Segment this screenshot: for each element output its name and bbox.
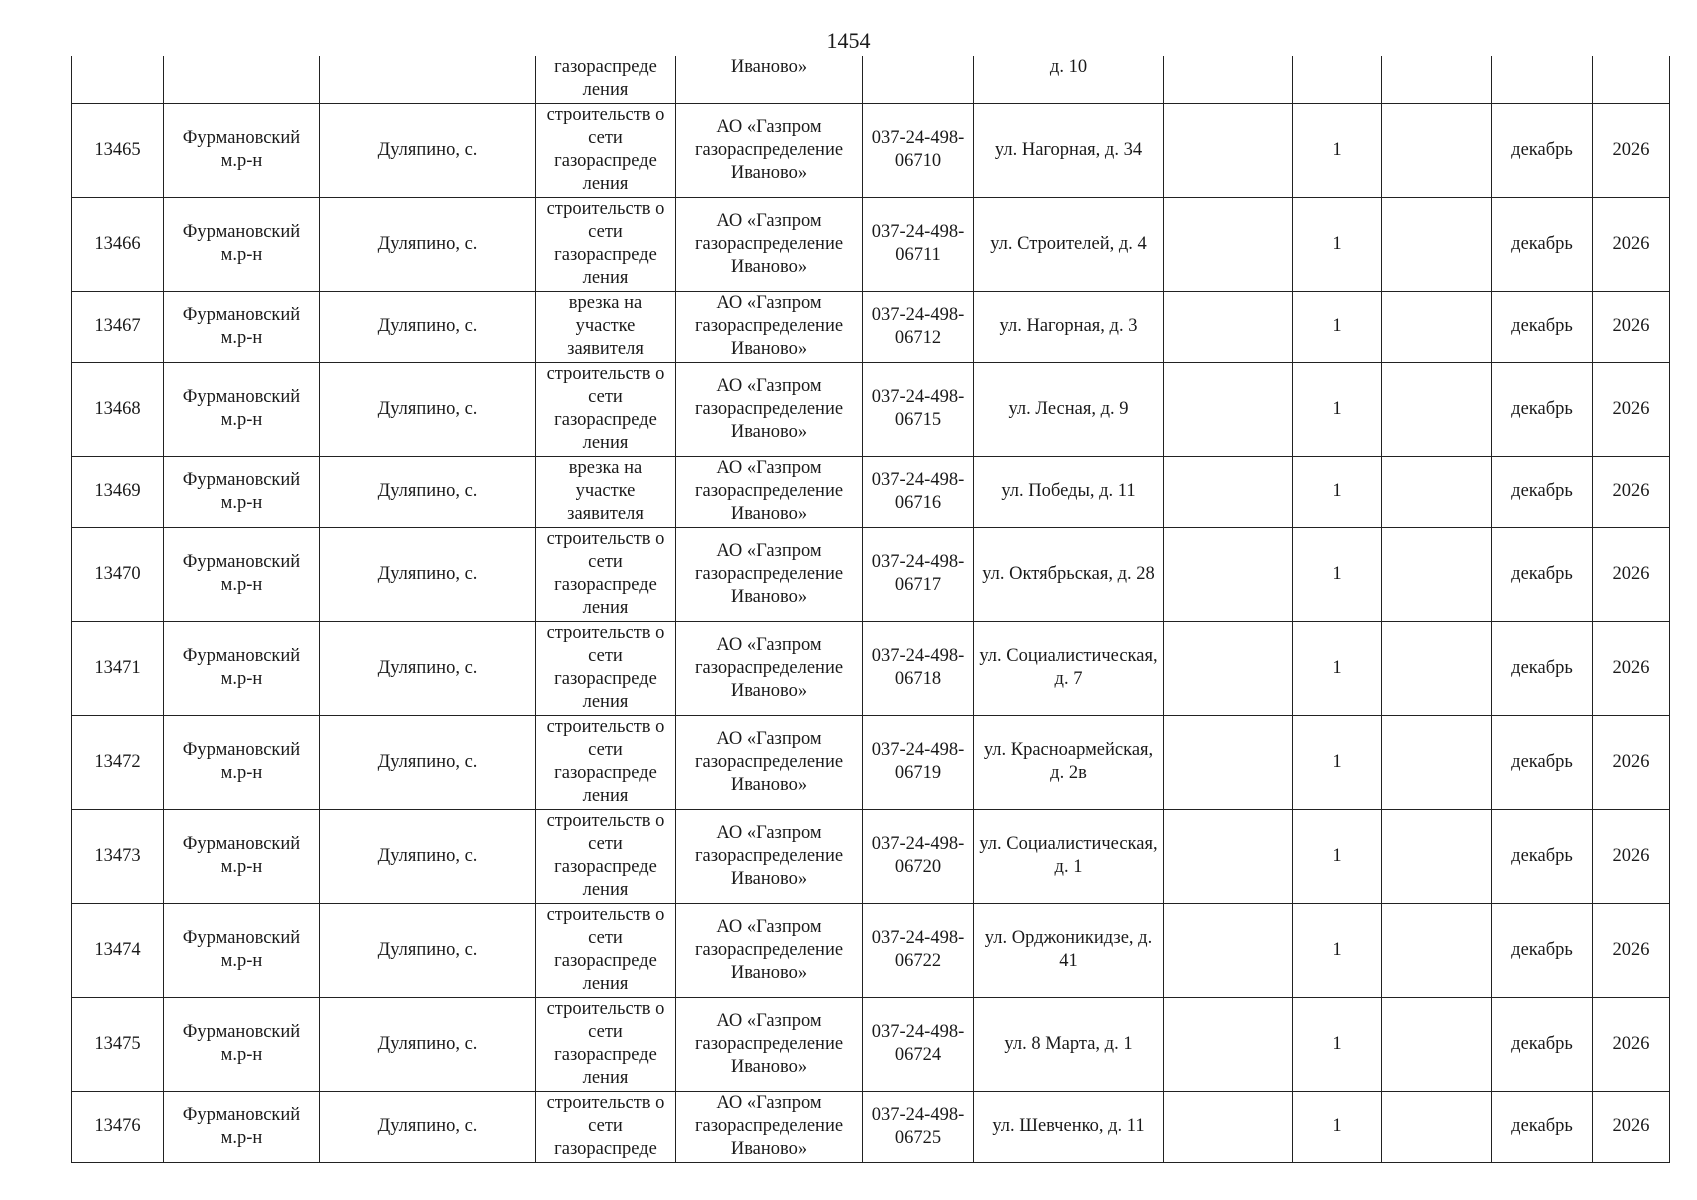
cell-num: 13469	[72, 456, 164, 527]
cell-code: 037-24-498-06720	[863, 809, 974, 903]
cell-code: 037-24-498-06715	[863, 362, 974, 456]
cell-locality: Дуляпино, с.	[320, 362, 536, 456]
cell-empty-1	[1164, 715, 1293, 809]
cell-address: ул. Октябрьская, д. 28	[974, 527, 1164, 621]
cell-year: 2026	[1593, 809, 1670, 903]
table-row	[72, 291, 1670, 362]
cell-address: ул. Шевченко, д. 11	[974, 1091, 1164, 1162]
cell-org: АО «Газпром газораспределение Иваново»	[676, 809, 863, 903]
table-body	[72, 56, 1670, 1162]
cell-district: Фурмановский м.р-н	[164, 1091, 320, 1162]
cell-year: 2026	[1593, 197, 1670, 291]
cell-empty-2	[1382, 456, 1492, 527]
table-row	[72, 1091, 1670, 1162]
cell-empty-2	[1382, 291, 1492, 362]
cell-year: 2026	[1593, 903, 1670, 997]
table-row	[72, 715, 1670, 809]
cell-code: 037-24-498-06711	[863, 197, 974, 291]
cell-district: Фурмановский м.р-н	[164, 362, 320, 456]
cell-empty-2	[1382, 56, 1492, 103]
cell-year	[1593, 56, 1670, 103]
cell-work: строительств о сети газораспреде ления	[536, 621, 676, 715]
cell-locality: Дуляпино, с.	[320, 1091, 536, 1162]
cell-org	[676, 56, 863, 103]
cell-year: 2026	[1593, 103, 1670, 197]
cell-empty-1	[1164, 197, 1293, 291]
cell-empty-2	[1382, 903, 1492, 997]
cell-empty-1	[1164, 527, 1293, 621]
cell-work: врезка на участке заявителя	[536, 291, 676, 362]
cell-count	[1293, 56, 1382, 103]
cell-district: Фурмановский м.р-н	[164, 715, 320, 809]
cell-locality: Дуляпино, с.	[320, 715, 536, 809]
cell-empty-1	[1164, 103, 1293, 197]
cell-address: ул. Строителей, д. 4	[974, 197, 1164, 291]
table-row	[72, 197, 1670, 291]
cell-count: 1	[1293, 362, 1382, 456]
cell-empty-1	[1164, 56, 1293, 103]
cell-num: 13472	[72, 715, 164, 809]
cell-num: 13473	[72, 809, 164, 903]
cell-work: строительств о сети газораспреде ления	[536, 715, 676, 809]
cell-count: 1	[1293, 103, 1382, 197]
cell-num: 13468	[72, 362, 164, 456]
cell-work: строительств о сети газораспреде ления	[536, 903, 676, 997]
cell-district: Фурмановский м.р-н	[164, 456, 320, 527]
cell-empty-2	[1382, 621, 1492, 715]
cell-code: 037-24-498-06716	[863, 456, 974, 527]
cell-count: 1	[1293, 527, 1382, 621]
cell-num: 13470	[72, 527, 164, 621]
cell-org: АО «Газпром газораспределение Иваново»	[676, 621, 863, 715]
cell-year: 2026	[1593, 291, 1670, 362]
table-row	[72, 362, 1670, 456]
cell-code	[863, 56, 974, 103]
cell-num: 13471	[72, 621, 164, 715]
cell-month: декабрь	[1492, 291, 1593, 362]
continued-row	[72, 56, 1670, 103]
cell-address: ул. Орджоникидзе, д. 41	[974, 903, 1164, 997]
cell-locality: Дуляпино, с.	[320, 291, 536, 362]
cell-work: строительств о сети газораспреде	[536, 1091, 676, 1162]
cell-locality: Дуляпино, с.	[320, 997, 536, 1091]
cell-address	[974, 56, 1164, 103]
cell-month: декабрь	[1492, 362, 1593, 456]
cell-org: АО «Газпром газораспределение Иваново»	[676, 362, 863, 456]
cell-empty-1	[1164, 621, 1293, 715]
cell-empty-2	[1382, 103, 1492, 197]
cell-org: АО «Газпром газораспределение Иваново»	[676, 997, 863, 1091]
cell-count: 1	[1293, 715, 1382, 809]
cell-month: декабрь	[1492, 715, 1593, 809]
cell-count: 1	[1293, 809, 1382, 903]
cell-empty-1	[1164, 456, 1293, 527]
cell-empty-2	[1382, 362, 1492, 456]
cell-month	[1492, 56, 1593, 103]
cell-locality	[320, 56, 536, 103]
cell-address: ул. Нагорная, д. 34	[974, 103, 1164, 197]
cell-work: строительств о сети газораспреде ления	[536, 197, 676, 291]
cell-address: ул. Лесная, д. 9	[974, 362, 1164, 456]
cell-count: 1	[1293, 903, 1382, 997]
cell-empty-2	[1382, 527, 1492, 621]
cell-org: АО «Газпром газораспределение Иваново»	[676, 291, 863, 362]
cell-work: строительств о сети газораспреде ления	[536, 362, 676, 456]
cell-count: 1	[1293, 456, 1382, 527]
cell-count: 1	[1293, 291, 1382, 362]
cell-code: 037-24-498-06719	[863, 715, 974, 809]
cell-year: 2026	[1593, 362, 1670, 456]
table-row	[72, 103, 1670, 197]
table-row	[72, 456, 1670, 527]
cell-address: ул. Социалистическая, д. 7	[974, 621, 1164, 715]
cell-locality: Дуляпино, с.	[320, 103, 536, 197]
cell-count: 1	[1293, 197, 1382, 291]
cell-locality: Дуляпино, с.	[320, 621, 536, 715]
table-row	[72, 621, 1670, 715]
cell-empty-1	[1164, 291, 1293, 362]
cell-work: строительств о сети газораспреде ления	[536, 527, 676, 621]
cell-year: 2026	[1593, 621, 1670, 715]
cell-num: 13466	[72, 197, 164, 291]
cell-org: АО «Газпром газораспределение Иваново»	[676, 1091, 863, 1162]
table-row	[72, 527, 1670, 621]
cell-month: декабрь	[1492, 621, 1593, 715]
cell-count: 1	[1293, 997, 1382, 1091]
cell-address: ул. Красноармейская, д. 2в	[974, 715, 1164, 809]
cell-year: 2026	[1593, 1091, 1670, 1162]
cell-num: 13467	[72, 291, 164, 362]
cell-num: 13474	[72, 903, 164, 997]
cell-district: Фурмановский м.р-н	[164, 527, 320, 621]
cell-work: врезка на участке заявителя	[536, 456, 676, 527]
cell-org: АО «Газпром газораспределение Иваново»	[676, 715, 863, 809]
cell-empty-2	[1382, 197, 1492, 291]
cell-district: Фурмановский м.р-н	[164, 621, 320, 715]
org-fragment: Иваново»	[730, 57, 808, 77]
cell-empty-1	[1164, 1091, 1293, 1162]
cell-work: строительств о сети газораспреде ления	[536, 103, 676, 197]
table-row	[72, 903, 1670, 997]
table-row	[72, 809, 1670, 903]
cell-year: 2026	[1593, 997, 1670, 1091]
cell-year: 2026	[1593, 456, 1670, 527]
cell-code: 037-24-498-06722	[863, 903, 974, 997]
cell-code: 037-24-498-06725	[863, 1091, 974, 1162]
cell-district: Фурмановский м.р-н	[164, 197, 320, 291]
cell-locality: Дуляпино, с.	[320, 197, 536, 291]
table-row	[72, 997, 1670, 1091]
cell-address: ул. Социалистическая, д. 1	[974, 809, 1164, 903]
cell-district: Фурмановский м.р-н	[164, 997, 320, 1091]
cell-locality: Дуляпино, с.	[320, 456, 536, 527]
cell-count: 1	[1293, 621, 1382, 715]
address-fragment: д. 10	[1049, 57, 1088, 77]
cell-year: 2026	[1593, 527, 1670, 621]
cell-address: ул. 8 Марта, д. 1	[974, 997, 1164, 1091]
cell-empty-2	[1382, 809, 1492, 903]
cell-work: строительств о сети газораспреде ления	[536, 809, 676, 903]
cell-month: декабрь	[1492, 456, 1593, 527]
cell-code: 037-24-498-06712	[863, 291, 974, 362]
cell-month: декабрь	[1492, 1091, 1593, 1162]
cell-work: строительств о сети газораспреде ления	[536, 997, 676, 1091]
cell-locality: Дуляпино, с.	[320, 809, 536, 903]
cell-district: Фурмановский м.р-н	[164, 291, 320, 362]
cell-org: АО «Газпром газораспределение Иваново»	[676, 103, 863, 197]
cell-address: ул. Победы, д. 11	[974, 456, 1164, 527]
cell-num: 13476	[72, 1091, 164, 1162]
cell-district	[164, 56, 320, 103]
cell-month: декабрь	[1492, 997, 1593, 1091]
cell-code: 037-24-498-06717	[863, 527, 974, 621]
cell-num: 13465	[72, 103, 164, 197]
cell-locality: Дуляпино, с.	[320, 527, 536, 621]
cell-org: АО «Газпром газораспределение Иваново»	[676, 527, 863, 621]
cell-org: АО «Газпром газораспределение Иваново»	[676, 456, 863, 527]
cell-code: 037-24-498-06718	[863, 621, 974, 715]
cell-work	[536, 56, 676, 103]
cell-locality: Дуляпино, с.	[320, 903, 536, 997]
cell-month: декабрь	[1492, 197, 1593, 291]
cell-org: АО «Газпром газораспределение Иваново»	[676, 197, 863, 291]
cell-address: ул. Нагорная, д. 3	[974, 291, 1164, 362]
cell-month: декабрь	[1492, 103, 1593, 197]
cell-district: Фурмановский м.р-н	[164, 103, 320, 197]
page-number: 1454	[826, 28, 871, 53]
cell-empty-1	[1164, 903, 1293, 997]
cell-org: АО «Газпром газораспределение Иваново»	[676, 903, 863, 997]
cell-num	[72, 56, 164, 103]
cell-district: Фурмановский м.р-н	[164, 809, 320, 903]
cell-code: 037-24-498-06724	[863, 997, 974, 1091]
records-table	[71, 56, 1670, 1163]
cell-empty-1	[1164, 809, 1293, 903]
cell-empty-2	[1382, 715, 1492, 809]
cell-count: 1	[1293, 1091, 1382, 1162]
cell-month: декабрь	[1492, 903, 1593, 997]
cell-empty-2	[1382, 997, 1492, 1091]
cell-empty-2	[1382, 1091, 1492, 1162]
cell-district: Фурмановский м.р-н	[164, 903, 320, 997]
cell-num: 13475	[72, 997, 164, 1091]
cell-empty-1	[1164, 997, 1293, 1091]
cell-month: декабрь	[1492, 809, 1593, 903]
cell-code: 037-24-498-06710	[863, 103, 974, 197]
cell-month: декабрь	[1492, 527, 1593, 621]
work-fragment: газораспреде ления	[554, 57, 657, 100]
cell-year: 2026	[1593, 715, 1670, 809]
cell-empty-1	[1164, 362, 1293, 456]
